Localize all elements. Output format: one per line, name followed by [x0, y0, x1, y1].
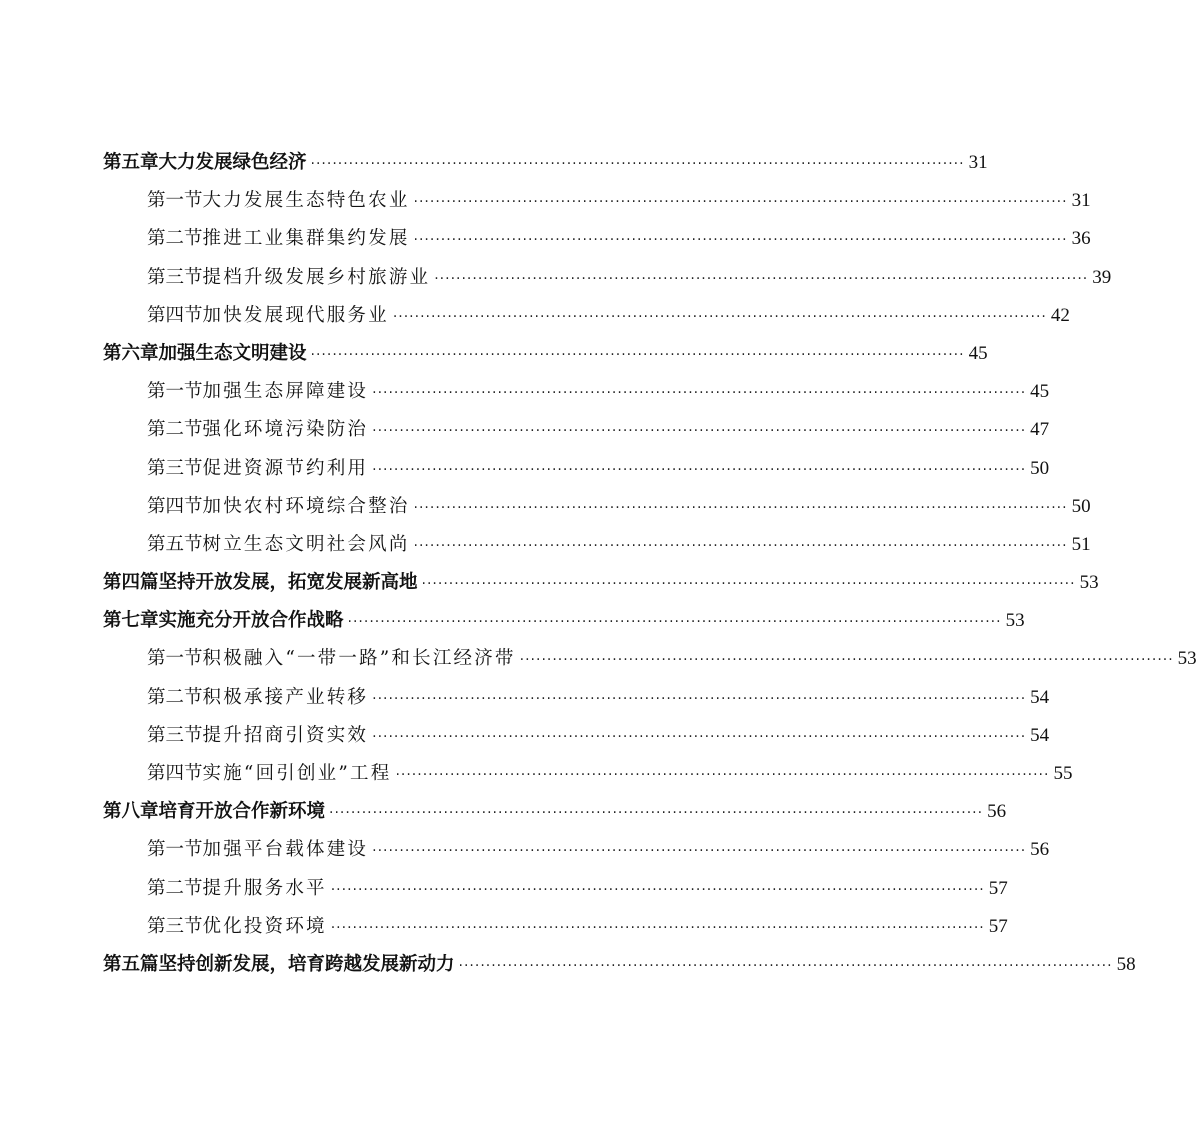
toc-chapter-row[interactable] — [103, 335, 988, 373]
dot-leader: ························································································································ — [372, 385, 1027, 402]
toc-page-number: 31 — [1071, 190, 1091, 212]
toc-page-number: 53 — [1177, 648, 1197, 670]
dot-leader: ························································································································ — [372, 728, 1027, 745]
toc-entry-label: 第四篇 — [103, 572, 159, 594]
toc-chapter-row[interactable] — [103, 793, 1007, 831]
toc-section-row[interactable] — [103, 488, 1091, 526]
toc-entry-label: 第一节 — [147, 839, 203, 861]
toc-page-number: 58 — [1116, 953, 1136, 975]
toc-entry-label: 第六章 — [103, 342, 159, 364]
toc-entry-title: 提升招商引资实效 — [202, 724, 369, 746]
toc-entry-label: 第三节 — [147, 457, 203, 479]
toc-section-row[interactable] — [103, 297, 1070, 335]
toc-entry-title: 坚持创新发展，培育跨越发展新动力 — [158, 953, 455, 975]
dot-leader: ························································································································ — [347, 614, 1002, 631]
toc-entry-label: 第三节 — [147, 266, 203, 288]
toc-page-number: 54 — [1030, 686, 1050, 708]
toc-entry-title: 提档升级发展乡村旅游业 — [202, 266, 431, 288]
toc-part-row[interactable] — [103, 564, 1099, 602]
toc-entry-title: 优化投资环境 — [202, 915, 327, 937]
toc-entry-label: 第五篇 — [103, 953, 159, 975]
toc-page-number: 55 — [1053, 763, 1073, 784]
toc-entry-title: 树立生态文明社会风尚 — [202, 533, 410, 555]
toc-section-row[interactable] — [103, 450, 1050, 488]
dot-leader: ························································································································ — [310, 346, 965, 363]
toc-entry-title: 提升服务水平 — [202, 877, 327, 899]
toc-entry-label: 第七章 — [103, 610, 159, 632]
dot-leader: ························································································································ — [310, 156, 965, 172]
toc-entry-label: 第二节 — [147, 686, 203, 708]
toc-page-number: 53 — [1005, 610, 1025, 632]
toc-entry-title: 培育开放合作新环境 — [158, 801, 326, 823]
toc-section-row[interactable] — [103, 220, 1091, 258]
toc-section-row[interactable] — [103, 259, 1112, 297]
dot-leader: ························································································································ — [458, 957, 1113, 974]
toc-entry-title: 实施充分开放合作战略 — [158, 610, 344, 632]
toc-page-number: 50 — [1071, 495, 1091, 517]
toc-entry-title: 大力发展生态特色农业 — [202, 190, 410, 212]
toc-section-row[interactable] — [103, 679, 1050, 717]
toc-entry-title: 积极承接产业转移 — [202, 686, 369, 708]
dot-leader: ························································································································ — [519, 652, 1174, 669]
toc-page-number: 57 — [988, 915, 1008, 937]
toc-page-number: 31 — [968, 152, 988, 173]
toc-page-number: 45 — [1030, 381, 1050, 403]
toc-entry-label: 第四节 — [147, 763, 203, 784]
toc-entry-label: 第一节 — [147, 190, 203, 212]
toc-entry-label: 第四节 — [147, 304, 203, 326]
toc-page-number: 45 — [968, 342, 988, 364]
toc-section-row[interactable] — [103, 870, 1008, 908]
toc-entry-label: 第八章 — [103, 801, 159, 823]
toc-entry-title: 实施“回引创业”工程 — [202, 763, 392, 784]
dot-leader: ························································································································ — [421, 576, 1076, 593]
toc-section-row[interactable] — [103, 717, 1050, 755]
toc-page-number: 57 — [988, 877, 1008, 899]
toc-entry-label: 第三节 — [147, 915, 203, 937]
toc-entry-label: 第一节 — [147, 648, 203, 670]
toc-entry-title: 加强生态文明建设 — [158, 342, 307, 364]
toc-section-row[interactable] — [103, 640, 1197, 678]
toc-section-row[interactable] — [103, 411, 1050, 449]
toc-section-row[interactable] — [103, 831, 1050, 869]
dot-leader: ························································································································ — [330, 881, 985, 898]
toc-chapter-row[interactable] — [103, 602, 1025, 640]
toc-entry-title: 加快农村环境综合整治 — [202, 495, 410, 517]
toc-chapter-row[interactable] — [103, 144, 988, 182]
toc-page-number: 47 — [1030, 419, 1050, 441]
toc-entry-label: 第五节 — [147, 533, 203, 555]
toc-entry-label: 第二节 — [147, 419, 203, 441]
toc-entry-title: 加快发展现代服务业 — [202, 304, 389, 326]
toc-section-row[interactable] — [103, 373, 1050, 411]
dot-leader: ························································································································ — [372, 461, 1027, 478]
toc-entry-label: 第二节 — [147, 877, 203, 899]
toc-entry-label: 第一节 — [147, 381, 203, 403]
dot-leader: ························································································································ — [372, 690, 1027, 707]
toc-page-number: 42 — [1050, 304, 1070, 326]
toc-page-number: 56 — [987, 801, 1007, 823]
toc-page-number: 54 — [1030, 724, 1050, 746]
toc-entry-title: 推进工业集群集约发展 — [202, 228, 410, 250]
toc-section-row[interactable] — [103, 182, 1091, 220]
toc-entry-title: 促进资源节约利用 — [202, 457, 369, 479]
toc-entry-title: 加强平台载体建设 — [202, 839, 369, 861]
toc-page-number: 36 — [1071, 228, 1091, 250]
toc-page-number: 53 — [1079, 572, 1099, 594]
toc-section-row[interactable] — [103, 908, 1008, 946]
toc-entry-title: 坚持开放发展，拓宽发展新高地 — [158, 572, 418, 594]
toc-section-row[interactable] — [103, 526, 1091, 564]
toc-page-number: 51 — [1071, 533, 1091, 555]
toc-page-number: 50 — [1030, 457, 1050, 479]
toc-entry-title: 强化环境污染防治 — [202, 419, 369, 441]
toc-page-number: 56 — [1030, 839, 1050, 861]
toc-entry-title: 加强生态屏障建设 — [202, 381, 369, 403]
toc-entry-label: 第五章 — [103, 152, 159, 173]
dot-leader: ························································································································ — [330, 919, 985, 936]
dot-leader: ························································································································ — [413, 232, 1068, 249]
dot-leader: ························································································································ — [434, 270, 1089, 287]
toc-entry-label: 第三节 — [147, 724, 203, 746]
dot-leader: ························································································································ — [372, 843, 1027, 860]
toc-page-number: 39 — [1092, 266, 1112, 288]
dot-leader: ························································································································ — [392, 308, 1047, 325]
dot-leader: ························································································································ — [329, 805, 984, 822]
dot-leader: ························································································································ — [413, 499, 1068, 516]
dot-leader: ························································································································ — [413, 194, 1068, 211]
toc-entry-label: 第二节 — [147, 228, 203, 250]
table-of-contents — [103, 144, 1197, 984]
toc-section-row[interactable] — [103, 755, 1073, 793]
toc-part-row[interactable] — [103, 946, 1136, 984]
toc-entry-title: 积极融入“一带一路”和长江经济带 — [202, 648, 516, 670]
toc-entry-title: 大力发展绿色经济 — [158, 152, 307, 173]
dot-leader: ························································································································ — [372, 423, 1027, 440]
toc-entry-label: 第四节 — [147, 495, 203, 517]
dot-leader: ························································································································ — [395, 767, 1050, 783]
dot-leader: ························································································································ — [413, 537, 1068, 554]
